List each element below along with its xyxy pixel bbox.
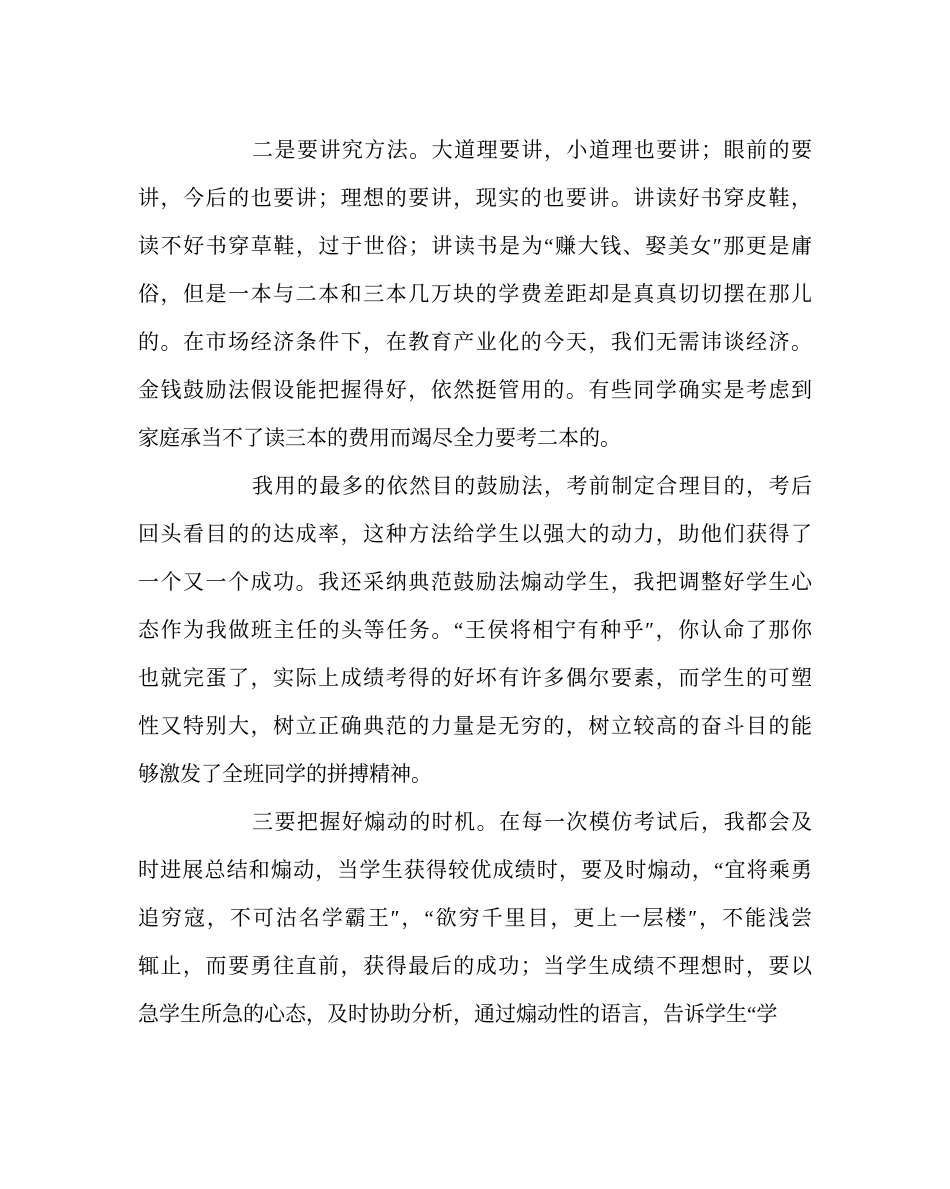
text-line: 一个又一个成功。我还采纳典范鼓励法煽动学生，我把调整好学生心 xyxy=(138,570,812,594)
text-line: 够激发了全班同学的拼搏精神。 xyxy=(138,762,432,786)
text-line: 家庭承当不了读三本的费用而竭尽全力要考二本的。 xyxy=(138,426,621,450)
text-line: 辄止，而要勇往直前，获得最后的成功；当学生成绩不理想时，要以 xyxy=(138,954,812,978)
text-line: 金钱鼓励法假设能把握得好，依然挺管用的。有些同学确实是考虑到 xyxy=(138,378,812,402)
text-line: 读不好书穿草鞋，过于世俗；讲读书是为“赚大钱、娶美女″那更是庸 xyxy=(138,234,812,258)
document-text-block[interactable] xyxy=(138,126,812,1038)
text-line: 讲，今后的也要讲；理想的要讲，现实的也要讲。讲读好书穿皮鞋， xyxy=(138,186,812,210)
text-line: 回头看目的的达成率，这种方法给学生以强大的动力，助他们获得了 xyxy=(138,522,812,546)
text-line: 时进展总结和煽动，当学生获得较优成绩时，要及时煽动，“宜将乘勇 xyxy=(138,858,812,882)
text-line: 急学生所急的心态，及时协助分析，通过煽动性的语言，告诉学生“学 xyxy=(138,1002,778,1026)
text-line: 追穷寇，不可沽名学霸王″，“欲穷千里目，更上一层楼″，不能浅尝 xyxy=(138,906,812,930)
text-line: 三要把握好煽动的时机。在每一次模仿考试后，我都会及 xyxy=(252,810,812,834)
text-line: 的。在市场经济条件下，在教育产业化的今天，我们无需讳谈经济。 xyxy=(138,330,812,354)
text-line: 俗，但是一本与二本和三本几万块的学费差距却是真真切切摆在那儿 xyxy=(138,282,812,306)
text-line: 二是要讲究方法。大道理要讲，小道理也要讲；眼前的要 xyxy=(252,138,812,162)
text-line: 我用的最多的依然目的鼓励法，考前制定合理目的，考后 xyxy=(252,474,812,498)
text-line: 性又特别大，树立正确典范的力量是无穷的，树立较高的奋斗目的能 xyxy=(138,714,812,738)
text-line: 态作为我做班主任的头等任务。“王侯将相宁有种乎″，你认命了那你 xyxy=(138,618,812,642)
text-line: 也就完蛋了，实际上成绩考得的好坏有许多偶尔要素，而学生的可塑 xyxy=(138,666,812,690)
